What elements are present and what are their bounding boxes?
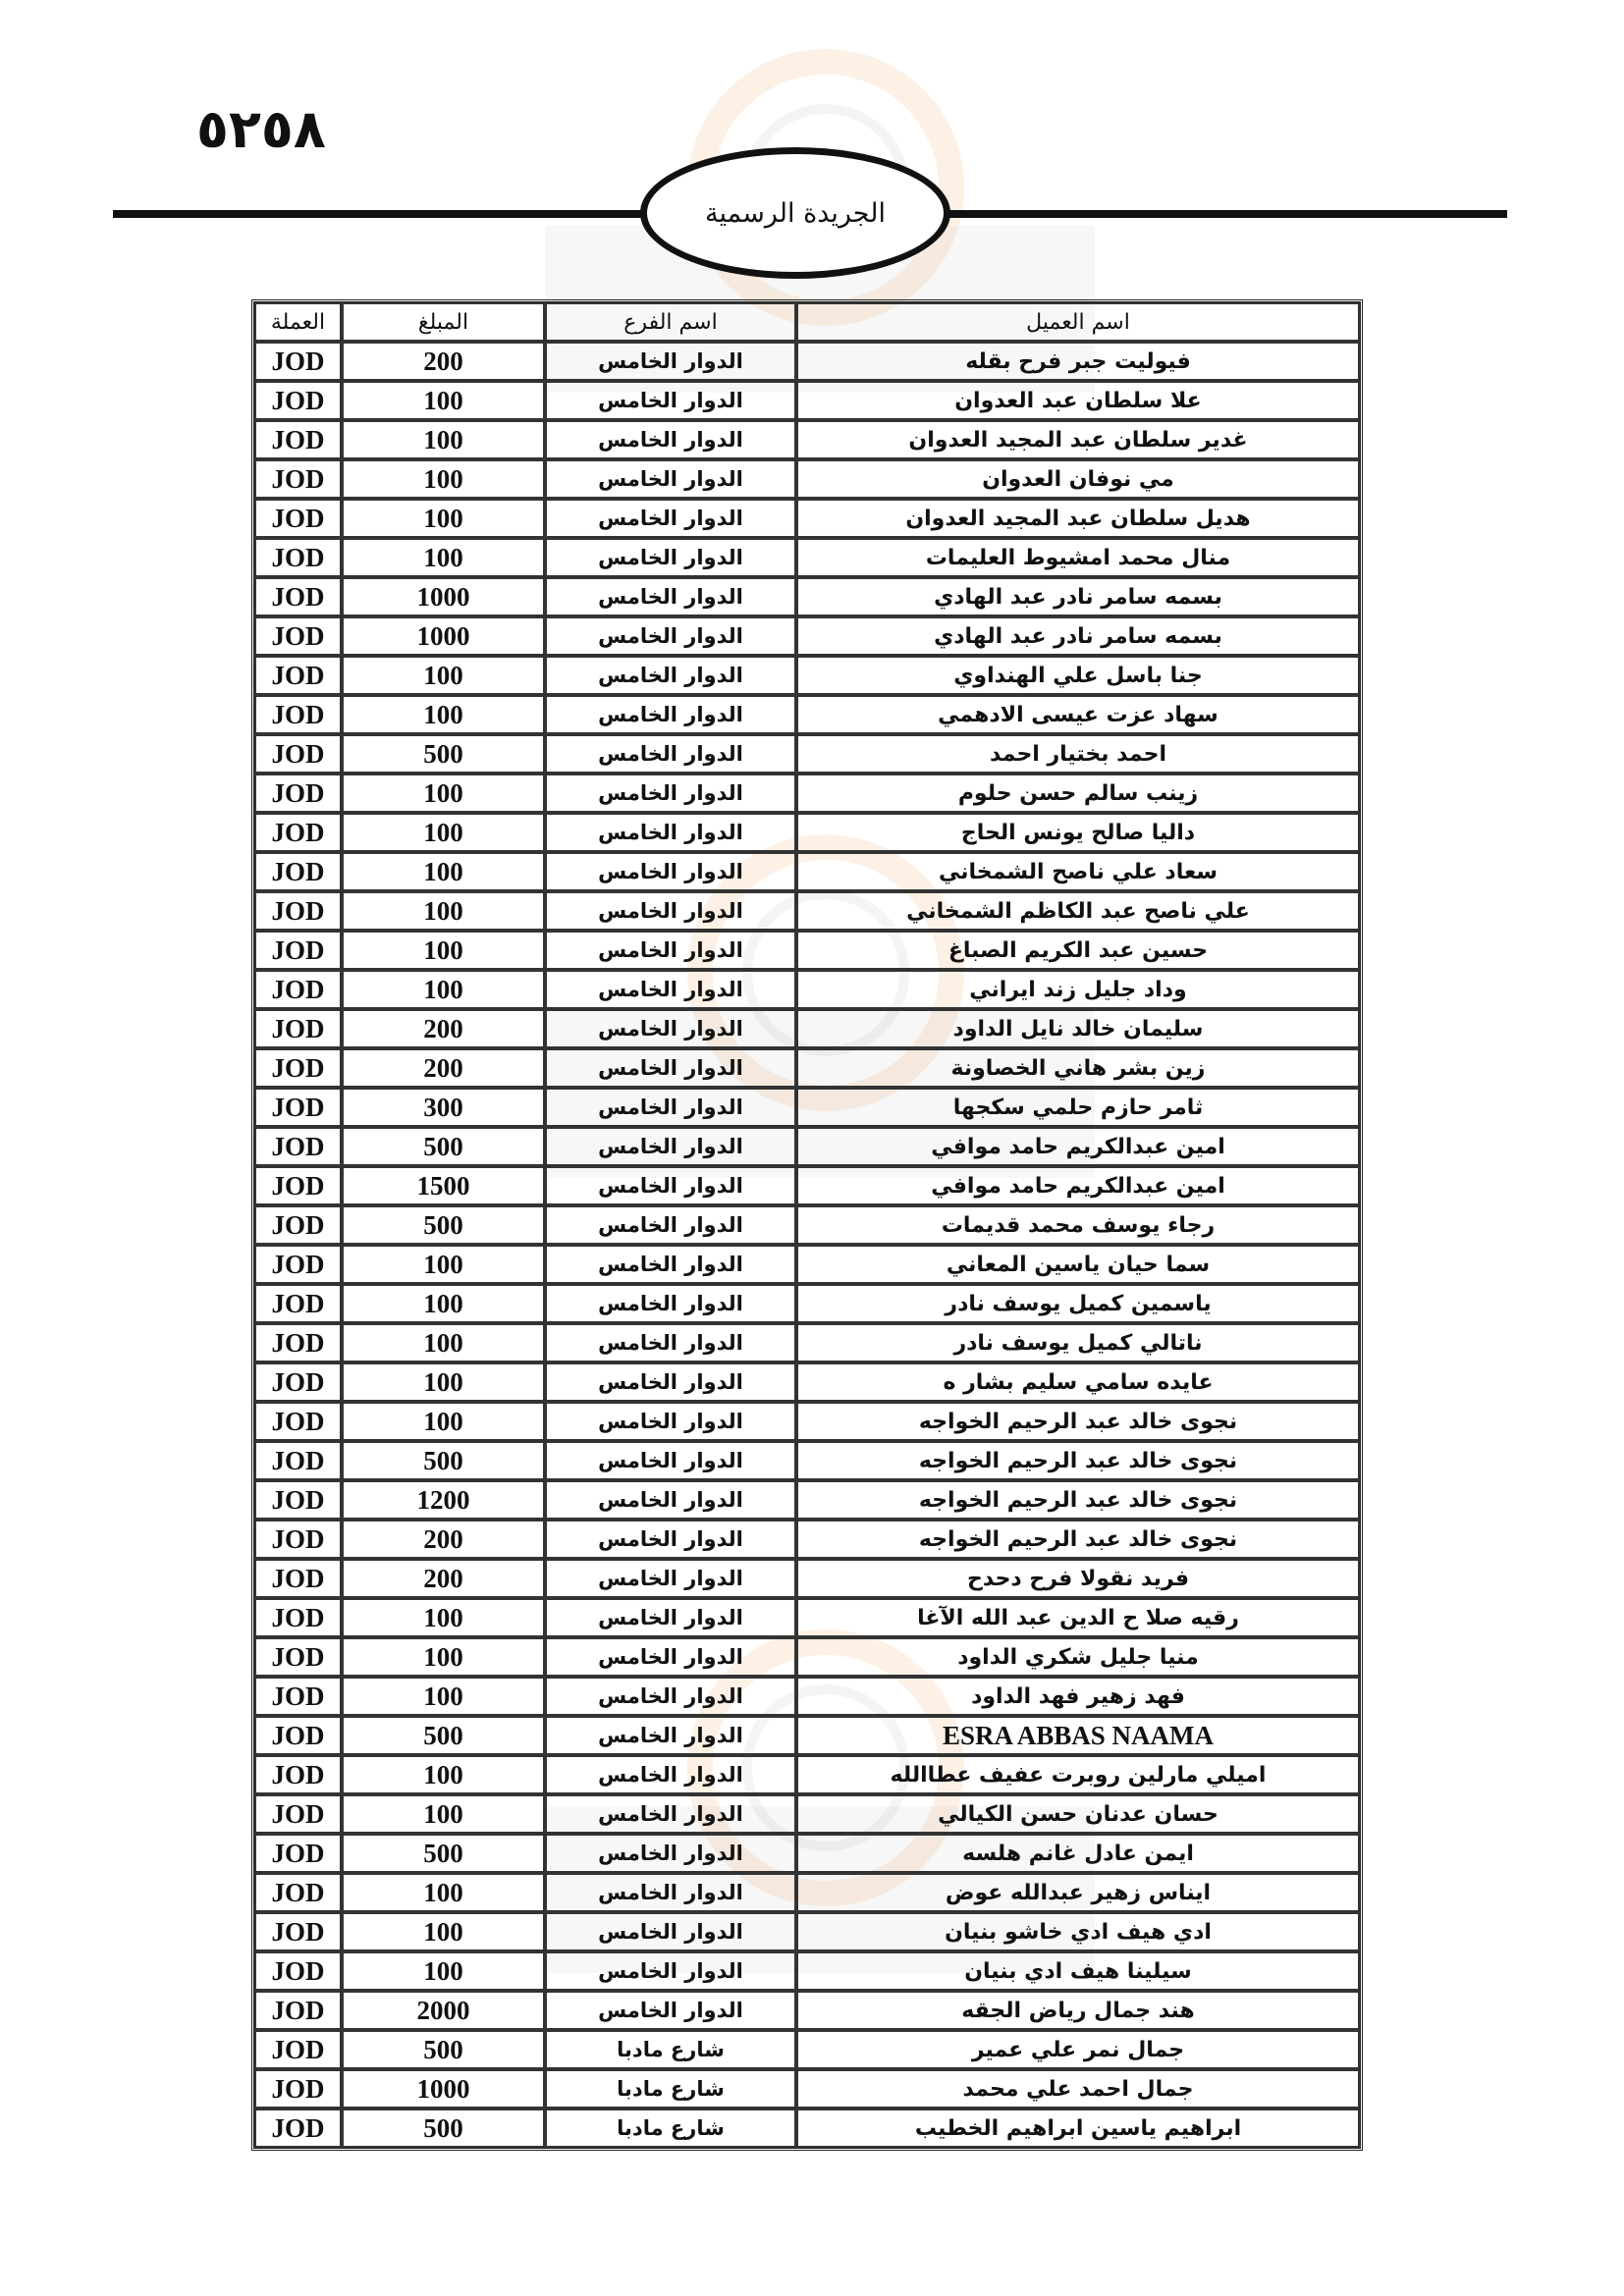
table-row [254, 420, 1360, 459]
table-row [254, 2030, 1360, 2069]
amount-cell: 500 [342, 734, 545, 774]
table-row [254, 538, 1360, 577]
branch-cell: الدوار الخامس [545, 342, 796, 381]
name-cell: داليا صالح يونس الحاج [796, 813, 1360, 852]
table-row [254, 1991, 1360, 2030]
branch-cell: الدوار الخامس [545, 774, 796, 813]
amount-cell: 100 [342, 695, 545, 734]
name-cell: ايناس زهير عبدالله عوض [796, 1873, 1360, 1912]
amount-cell: 100 [342, 1873, 545, 1912]
amount-cell: 200 [342, 342, 545, 381]
currency-cell: JOD [254, 1794, 342, 1834]
amount-cell: 200 [342, 1559, 545, 1598]
branch-cell: الدوار الخامس [545, 1245, 796, 1284]
column-header-name: اسم العميل [796, 302, 1360, 342]
name-cell: ناتالي كميل يوسف نادر [796, 1323, 1360, 1362]
name-cell: حسان عدنان حسن الكيالي [796, 1794, 1360, 1834]
table-row [254, 1755, 1360, 1794]
amount-cell: 1000 [342, 577, 545, 616]
name-cell: ثامر حازم حلمي سكجها [796, 1088, 1360, 1127]
amount-cell: 500 [342, 1205, 545, 1245]
table-row [254, 1441, 1360, 1480]
branch-cell: الدوار الخامس [545, 1402, 796, 1441]
branch-cell: الدوار الخامس [545, 499, 796, 538]
branch-cell: الدوار الخامس [545, 1048, 796, 1088]
name-cell: منيا جليل شكري الداود [796, 1637, 1360, 1677]
table-row [254, 1598, 1360, 1637]
name-cell: سما حيان ياسين المعاني [796, 1245, 1360, 1284]
name-cell: احمد بختيار احمد [796, 734, 1360, 774]
amount-cell: 100 [342, 813, 545, 852]
currency-cell: JOD [254, 1166, 342, 1205]
branch-cell: الدوار الخامس [545, 1951, 796, 1991]
table-row [254, 2069, 1360, 2109]
branch-cell: الدوار الخامس [545, 1009, 796, 1048]
currency-cell: JOD [254, 616, 342, 656]
currency-cell: JOD [254, 1048, 342, 1088]
amount-cell: 100 [342, 1284, 545, 1323]
currency-cell: JOD [254, 656, 342, 695]
table-row [254, 2109, 1360, 2148]
name-cell: وداد جليل زند ايراني [796, 970, 1360, 1009]
currency-cell: JOD [254, 774, 342, 813]
table-row [254, 381, 1360, 420]
table-row [254, 1716, 1360, 1755]
gazette-title: الجريدة الرسمية [705, 197, 886, 229]
amount-cell: 100 [342, 1245, 545, 1284]
branch-cell: الدوار الخامس [545, 1716, 796, 1755]
branch-cell: الدوار الخامس [545, 1441, 796, 1480]
amount-cell: 100 [342, 931, 545, 970]
currency-cell: JOD [254, 1205, 342, 1245]
amount-cell: 100 [342, 970, 545, 1009]
branch-cell: الدوار الخامس [545, 1205, 796, 1245]
amount-cell: 2000 [342, 1991, 545, 2030]
currency-cell: JOD [254, 1598, 342, 1637]
table-row [254, 1559, 1360, 1598]
currency-cell: JOD [254, 970, 342, 1009]
name-cell: رجاء يوسف محمد قديمات [796, 1205, 1360, 1245]
name-cell: ESRA ABBAS NAAMA [796, 1716, 1360, 1755]
currency-cell: JOD [254, 577, 342, 616]
table-row [254, 891, 1360, 931]
name-cell: ايمن عادل غانم هلسه [796, 1834, 1360, 1873]
amount-cell: 100 [342, 852, 545, 891]
branch-cell: شارع مادبا [545, 2109, 796, 2148]
branch-cell: الدوار الخامس [545, 970, 796, 1009]
name-cell: فهد زهير فهد الداود [796, 1677, 1360, 1716]
table-row [254, 1088, 1360, 1127]
branch-cell: الدوار الخامس [545, 1323, 796, 1362]
table-row [254, 931, 1360, 970]
amount-cell: 100 [342, 499, 545, 538]
table-row [254, 1009, 1360, 1048]
table-row [254, 1912, 1360, 1951]
table-row [254, 1048, 1360, 1088]
branch-cell: شارع مادبا [545, 2069, 796, 2109]
branch-cell: الدوار الخامس [545, 1873, 796, 1912]
table-row [254, 459, 1360, 499]
currency-cell: JOD [254, 420, 342, 459]
branch-cell: الدوار الخامس [545, 852, 796, 891]
name-cell: زينب سالم حسن حلوم [796, 774, 1360, 813]
currency-cell: JOD [254, 1912, 342, 1951]
table-row [254, 616, 1360, 656]
currency-cell: JOD [254, 1088, 342, 1127]
name-cell: جمال نمر علي عمير [796, 2030, 1360, 2069]
table-row [254, 970, 1360, 1009]
branch-cell: الدوار الخامس [545, 891, 796, 931]
table-row [254, 499, 1360, 538]
currency-cell: JOD [254, 538, 342, 577]
name-cell: جمال احمد علي محمد [796, 2069, 1360, 2109]
branch-cell: الدوار الخامس [545, 1520, 796, 1559]
currency-cell: JOD [254, 2069, 342, 2109]
amount-cell: 100 [342, 1677, 545, 1716]
table-row [254, 1794, 1360, 1834]
name-cell: هند جمال رياض الجقه [796, 1991, 1360, 2030]
table-row [254, 577, 1360, 616]
branch-cell: الدوار الخامس [545, 616, 796, 656]
amount-cell: 100 [342, 420, 545, 459]
table-row [254, 1677, 1360, 1716]
table-row [254, 1951, 1360, 1991]
branch-cell: الدوار الخامس [545, 1834, 796, 1873]
column-header-currency: العملة [254, 302, 342, 342]
currency-cell: JOD [254, 1991, 342, 2030]
name-cell: حسين عبد الكريم الصباغ [796, 931, 1360, 970]
table-row [254, 1284, 1360, 1323]
amount-cell: 100 [342, 1755, 545, 1794]
name-cell: نجوى خالد عبد الرحيم الخواجه [796, 1402, 1360, 1441]
name-cell: نجوى خالد عبد الرحيم الخواجه [796, 1480, 1360, 1520]
clients-table [251, 299, 1363, 2151]
amount-cell: 100 [342, 1598, 545, 1637]
currency-cell: JOD [254, 381, 342, 420]
amount-cell: 200 [342, 1009, 545, 1048]
name-cell: بسمه سامر نادر عبد الهادي [796, 577, 1360, 616]
name-cell: غدير سلطان عبد المجيد العدوان [796, 420, 1360, 459]
name-cell: امين عبدالكريم حامد موافي [796, 1127, 1360, 1166]
amount-cell: 100 [342, 1402, 545, 1441]
table-row [254, 1166, 1360, 1205]
amount-cell: 500 [342, 1127, 545, 1166]
name-cell: منال محمد امشيوط العليمات [796, 538, 1360, 577]
branch-cell: الدوار الخامس [545, 1166, 796, 1205]
branch-cell: الدوار الخامس [545, 538, 796, 577]
table-row [254, 1362, 1360, 1402]
amount-cell: 100 [342, 1794, 545, 1834]
amount-cell: 200 [342, 1048, 545, 1088]
table-row [254, 656, 1360, 695]
name-cell: ابراهيم ياسين ابراهيم الخطيب [796, 2109, 1360, 2148]
branch-cell: الدوار الخامس [545, 459, 796, 499]
currency-cell: JOD [254, 2109, 342, 2148]
name-cell: رقيه صلا ح الدين عبد الله الآغا [796, 1598, 1360, 1637]
table-row [254, 1127, 1360, 1166]
currency-cell: JOD [254, 459, 342, 499]
table-row [254, 1834, 1360, 1873]
branch-cell: الدوار الخامس [545, 813, 796, 852]
currency-cell: JOD [254, 499, 342, 538]
amount-cell: 100 [342, 381, 545, 420]
amount-cell: 200 [342, 1520, 545, 1559]
amount-cell: 300 [342, 1088, 545, 1127]
amount-cell: 100 [342, 459, 545, 499]
name-cell: مي نوفان العدوان [796, 459, 1360, 499]
table-row [254, 1480, 1360, 1520]
currency-cell: JOD [254, 695, 342, 734]
currency-cell: JOD [254, 813, 342, 852]
name-cell: سيلينا هيف ادي بنيان [796, 1951, 1360, 1991]
name-cell: هديل سلطان عبد المجيد العدوان [796, 499, 1360, 538]
currency-cell: JOD [254, 1284, 342, 1323]
amount-cell: 500 [342, 1834, 545, 1873]
name-cell: فريد نقولا فرح دحدح [796, 1559, 1360, 1598]
currency-cell: JOD [254, 1834, 342, 1873]
currency-cell: JOD [254, 1362, 342, 1402]
currency-cell: JOD [254, 1480, 342, 1520]
currency-cell: JOD [254, 1873, 342, 1912]
table-header-row [254, 302, 1360, 342]
amount-cell: 100 [342, 1951, 545, 1991]
currency-cell: JOD [254, 342, 342, 381]
branch-cell: الدوار الخامس [545, 1088, 796, 1127]
name-cell: اميلي مارلين روبرت عفيف عطاالله [796, 1755, 1360, 1794]
amount-cell: 100 [342, 891, 545, 931]
name-cell: ادي هيف ادي خاشو بنيان [796, 1912, 1360, 1951]
branch-cell: الدوار الخامس [545, 1991, 796, 2030]
amount-cell: 100 [342, 1637, 545, 1677]
branch-cell: الدوار الخامس [545, 1755, 796, 1794]
amount-cell: 100 [342, 656, 545, 695]
name-cell: امين عبدالكريم حامد موافي [796, 1166, 1360, 1205]
table-row [254, 342, 1360, 381]
name-cell: سليمان خالد نايل الداود [796, 1009, 1360, 1048]
column-header-amount: المبلغ [342, 302, 545, 342]
table-row [254, 1637, 1360, 1677]
currency-cell: JOD [254, 1677, 342, 1716]
branch-cell: الدوار الخامس [545, 656, 796, 695]
amount-cell: 500 [342, 2109, 545, 2148]
table-row [254, 1520, 1360, 1559]
currency-cell: JOD [254, 1716, 342, 1755]
branch-cell: الدوار الخامس [545, 695, 796, 734]
name-cell: نجوى خالد عبد الرحيم الخواجه [796, 1520, 1360, 1559]
branch-cell: الدوار الخامس [545, 420, 796, 459]
name-cell: بسمه سامر نادر عبد الهادي [796, 616, 1360, 656]
currency-cell: JOD [254, 1009, 342, 1048]
column-header-branch: اسم الفرع [545, 302, 796, 342]
table-row [254, 852, 1360, 891]
table-row [254, 1873, 1360, 1912]
currency-cell: JOD [254, 2030, 342, 2069]
name-cell: علا سلطان عبد العدوان [796, 381, 1360, 420]
table-row [254, 1205, 1360, 1245]
branch-cell: الدوار الخامس [545, 1559, 796, 1598]
branch-cell: الدوار الخامس [545, 381, 796, 420]
table-row [254, 1402, 1360, 1441]
name-cell: سعاد علي ناصح الشمخاني [796, 852, 1360, 891]
table-row [254, 774, 1360, 813]
amount-cell: 1000 [342, 2069, 545, 2109]
branch-cell: الدوار الخامس [545, 931, 796, 970]
page-number: ٥٢٥٨ [196, 98, 326, 160]
amount-cell: 100 [342, 1323, 545, 1362]
name-cell: جنا باسل علي الهنداوي [796, 656, 1360, 695]
currency-cell: JOD [254, 1323, 342, 1362]
branch-cell: الدوار الخامس [545, 577, 796, 616]
branch-cell: الدوار الخامس [545, 1284, 796, 1323]
branch-cell: الدوار الخامس [545, 1794, 796, 1834]
currency-cell: JOD [254, 1245, 342, 1284]
currency-cell: JOD [254, 1559, 342, 1598]
currency-cell: JOD [254, 1520, 342, 1559]
name-cell: ياسمين كميل يوسف نادر [796, 1284, 1360, 1323]
name-cell: علي ناصح عبد الكاظم الشمخاني [796, 891, 1360, 931]
currency-cell: JOD [254, 852, 342, 891]
name-cell: فيوليت جبر فرح بقله [796, 342, 1360, 381]
branch-cell: الدوار الخامس [545, 1637, 796, 1677]
table-row [254, 1323, 1360, 1362]
amount-cell: 100 [342, 1362, 545, 1402]
branch-cell: شارع مادبا [545, 2030, 796, 2069]
currency-cell: JOD [254, 1637, 342, 1677]
branch-cell: الدوار الخامس [545, 1598, 796, 1637]
currency-cell: JOD [254, 931, 342, 970]
branch-cell: الدوار الخامس [545, 1677, 796, 1716]
amount-cell: 500 [342, 2030, 545, 2069]
branch-cell: الدوار الخامس [545, 1912, 796, 1951]
currency-cell: JOD [254, 1441, 342, 1480]
name-cell: سهاد عزت عيسى الادهمي [796, 695, 1360, 734]
amount-cell: 100 [342, 774, 545, 813]
currency-cell: JOD [254, 1755, 342, 1794]
amount-cell: 500 [342, 1441, 545, 1480]
amount-cell: 100 [342, 1912, 545, 1951]
amount-cell: 100 [342, 538, 545, 577]
table-row [254, 813, 1360, 852]
amount-cell: 1000 [342, 616, 545, 656]
branch-cell: الدوار الخامس [545, 1480, 796, 1520]
table-row [254, 1245, 1360, 1284]
currency-cell: JOD [254, 1402, 342, 1441]
gazette-title-oval [640, 147, 950, 279]
currency-cell: JOD [254, 1951, 342, 1991]
currency-cell: JOD [254, 1127, 342, 1166]
name-cell: زين بشر هاني الخصاونة [796, 1048, 1360, 1088]
amount-cell: 500 [342, 1716, 545, 1755]
amount-cell: 1200 [342, 1480, 545, 1520]
table-row [254, 734, 1360, 774]
table-row [254, 695, 1360, 734]
name-cell: عايده سامي سليم بشار ه [796, 1362, 1360, 1402]
branch-cell: الدوار الخامس [545, 734, 796, 774]
currency-cell: JOD [254, 891, 342, 931]
amount-cell: 1500 [342, 1166, 545, 1205]
currency-cell: JOD [254, 734, 342, 774]
name-cell: نجوى خالد عبد الرحيم الخواجه [796, 1441, 1360, 1480]
branch-cell: الدوار الخامس [545, 1362, 796, 1402]
branch-cell: الدوار الخامس [545, 1127, 796, 1166]
